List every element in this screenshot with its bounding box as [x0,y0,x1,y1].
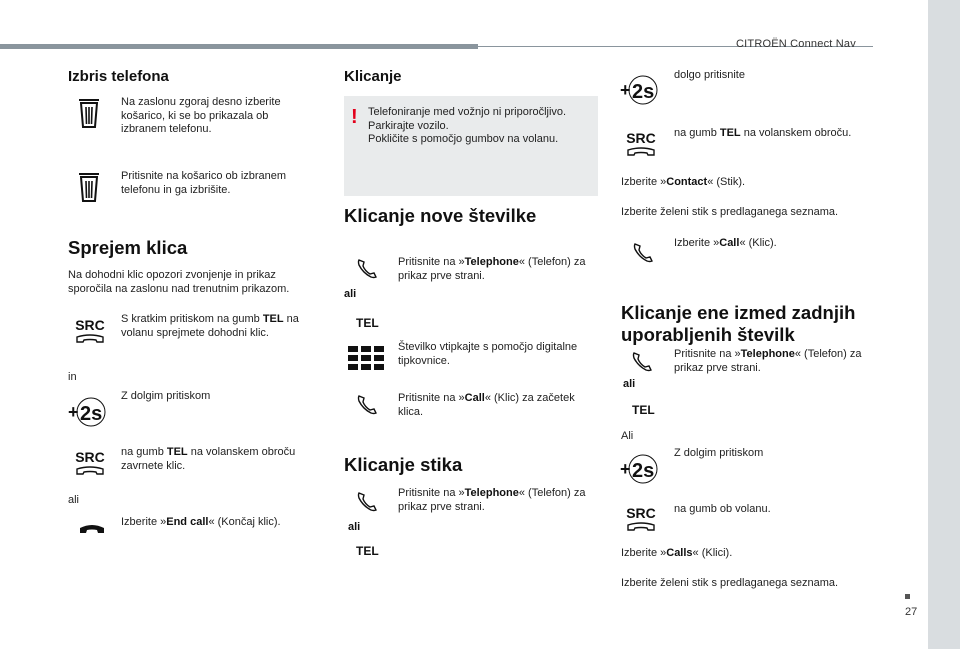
side-strip [928,0,960,649]
keypad-icon [348,346,386,377]
ali-label: ali [344,288,357,300]
tel-wheel-text: na gumb TEL na volanskem obroču. [674,127,852,139]
tel-label: TEL [356,316,379,330]
contact-call-title: Klicanje stika [344,454,463,475]
select-call-text: Izberite »Call« (Klic). [674,237,777,249]
page-number: 27 [905,606,918,618]
tel-label: TEL [632,403,655,417]
calling-title: Klicanje [344,68,402,85]
long-press-text: dolgo pritisnite [674,69,745,81]
warning-text: Telefoniranje med vožnjo ni priporočljivo. Parkirajte vozilo. Pokličite s pomočjo gumbov na volanu. [368,106,567,145]
select-contact-list-text: Izberite želeni stik s predlaganega seznama. [621,577,839,589]
keypad-text: Številko vtipkajte s pomočjo digitalne tipkovnice. [398,341,578,367]
trash-icon [78,98,100,128]
receive-call-title: Sprejem klica [68,237,188,258]
src-button-icon: SRC [623,505,659,539]
long-press-text: Z dolgim pritiskom [121,390,211,402]
reject-call-text: na gumb TEL na volanskem obroču zavrnete klic. [121,446,296,472]
trash-icon [78,172,100,202]
svg-text:2s: 2s [80,403,103,425]
handset-icon [355,257,379,286]
ali-label: ali [68,494,80,506]
warning-box [344,96,598,196]
svg-text:+: + [620,459,631,479]
press-call-text: Pritisnite na »Call« (Klic) za začetek klica. [398,392,575,418]
src-button-icon: SRC [623,130,659,164]
handset-icon [355,393,379,422]
press-telephone-text: Pritisnite na »Telephone« (Telefon) za prikaz prve strani. [674,348,862,374]
long-press-2s-icon [68,396,110,433]
handset-icon [630,350,654,379]
receive-intro: Na dohodni klic opozori zvonjenje in prikaz sporočila na zaslonu nad trenutnim prikazom. [68,269,290,295]
continue-mark [905,594,910,599]
select-contact-text: Izberite »Contact« (Stik). [621,176,746,188]
src-button-icon: SRC [72,317,108,351]
in-label: in [68,371,77,383]
svg-text:+: + [68,402,79,422]
header-rule [0,44,478,49]
src-button-icon: SRC [72,449,108,483]
hangup-icon [78,522,106,540]
select-contact-list-text: Izberite želeni stik s predlaganega seznama. [621,206,839,218]
warning-icon: ! [351,106,358,128]
long-press-2s-icon [620,74,662,111]
wheel-button-text: na gumb ob volanu. [674,503,771,515]
receive-step-1: S kratkim pritiskom na gumb TEL na volanu sprejmete dohodni klic. [121,313,299,339]
select-calls-text: Izberite »Calls« (Klici). [621,547,733,559]
end-call-text: Izberite »End call« (Končaj klic). [121,516,281,528]
delete-phone-title: Izbris telefona [68,68,169,85]
delete-step-2: Pritisnite na košarico ob izbranem telefonu in ga izbrišite. [121,170,287,196]
press-telephone-text: Pritisnite na »Telephone« (Telefon) za prikaz prve strani. [398,487,586,513]
press-telephone-text: Pritisnite na »Telephone« (Telefon) za prikaz prve strani. [398,256,586,282]
brand-label: CITROËN Connect Nav [736,38,856,50]
long-press-2s-icon [620,453,662,490]
delete-step-1: Na zaslonu zgoraj desno izberite košarico, ki se bo prikazala ob izbranem telefonu. [121,96,281,135]
new-number-title: Klicanje nove številke [344,205,537,226]
ali-label: ali [623,378,636,390]
long-press-text: Z dolgim pritiskom [674,447,764,459]
ali-label: ali [348,521,361,533]
handset-icon [631,241,655,270]
tel-label: TEL [356,544,379,558]
svg-text:2s: 2s [632,460,655,482]
handset-icon [355,490,379,519]
svg-text:+: + [620,80,631,100]
svg-text:2s: 2s [632,81,655,103]
ali-label: Ali [621,430,634,442]
recent-numbers-title: Klicanje ene izmed zadnjih uporabljenih številk [621,302,856,345]
